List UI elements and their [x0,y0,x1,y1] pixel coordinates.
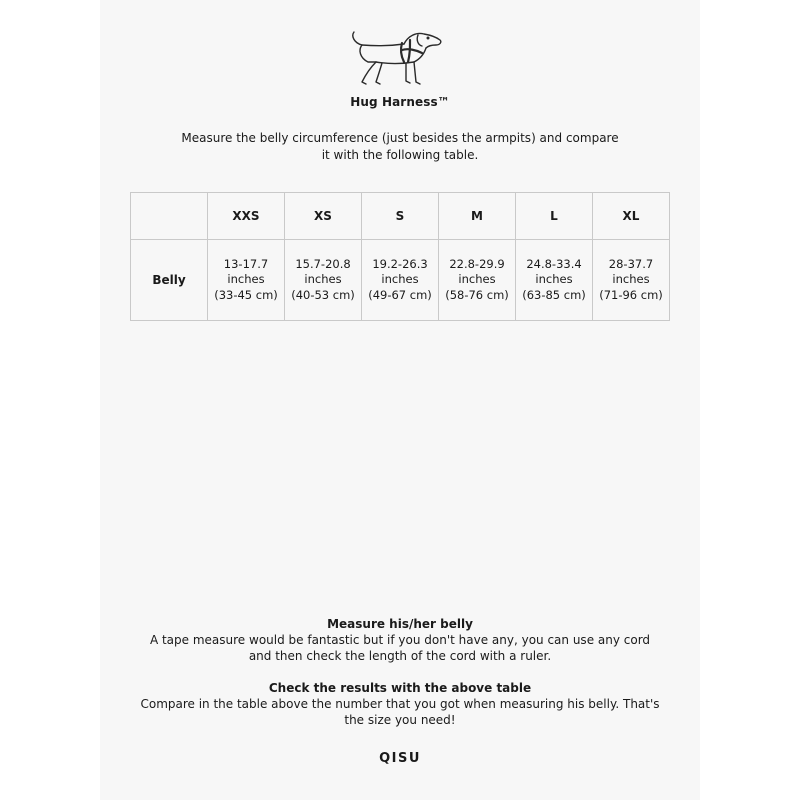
cell-unit: inches [535,272,573,287]
cell-inches: 15.7-20.8 [295,256,351,271]
cell-cm: (71-96 cm) [599,287,663,302]
measure-intro: Measure the belly circumference (just besides the armpits) and compare it with the following table. [181,131,619,162]
measure-text: A tape measure would be fantastic but if you don't have any, you can use any cord and then check the length of the cord with a ruler. [149,633,651,663]
belly-row-label: Belly [131,240,208,321]
size-header-xl: XL [593,193,670,240]
size-guide-page [100,0,700,800]
cell-inches: 24.8-33.4 [526,256,582,271]
brand-logo: QISU [379,751,421,766]
size-table [130,192,670,321]
cell-inches: 28-37.7 [608,256,654,271]
cell-cm: (63-85 cm) [522,287,586,302]
table-cell [285,240,362,321]
belly-row [131,240,670,321]
cell-unit: inches [612,272,650,287]
size-header-xxs: XXS [208,193,285,240]
size-header-l: L [516,193,593,240]
cell-cm: (49-67 cm) [368,287,432,302]
size-header-xs: XS [285,193,362,240]
cell-unit: inches [381,272,419,287]
check-heading: Check the results with the above table [268,681,532,695]
cell-inches: 19.2-26.3 [372,256,428,271]
instructions [140,616,660,728]
size-header-s: S [362,193,439,240]
table-cell [516,240,593,321]
dog-harness-icon [348,26,448,90]
product-title: Hug Harness™ [350,95,450,109]
table-cell [208,240,285,321]
cell-cm: (33-45 cm) [214,287,278,302]
cell-cm: (40-53 cm) [291,287,355,302]
cell-inches: 13-17.7 [223,256,269,271]
size-header-m: M [439,193,516,240]
check-text: Compare in the table above the number that you got when measuring his belly. That's the size you need! [140,697,660,727]
table-cell [439,240,516,321]
table-cell [593,240,670,321]
spacer [140,664,660,680]
cell-inches: 22.8-29.9 [449,256,505,271]
table-corner [131,193,208,240]
table-cell [362,240,439,321]
measure-heading: Measure his/her belly [327,617,473,631]
size-header-row [131,193,670,240]
cell-cm: (58-76 cm) [445,287,509,302]
cell-unit: inches [458,272,496,287]
cell-unit: inches [304,272,342,287]
cell-unit: inches [227,272,265,287]
